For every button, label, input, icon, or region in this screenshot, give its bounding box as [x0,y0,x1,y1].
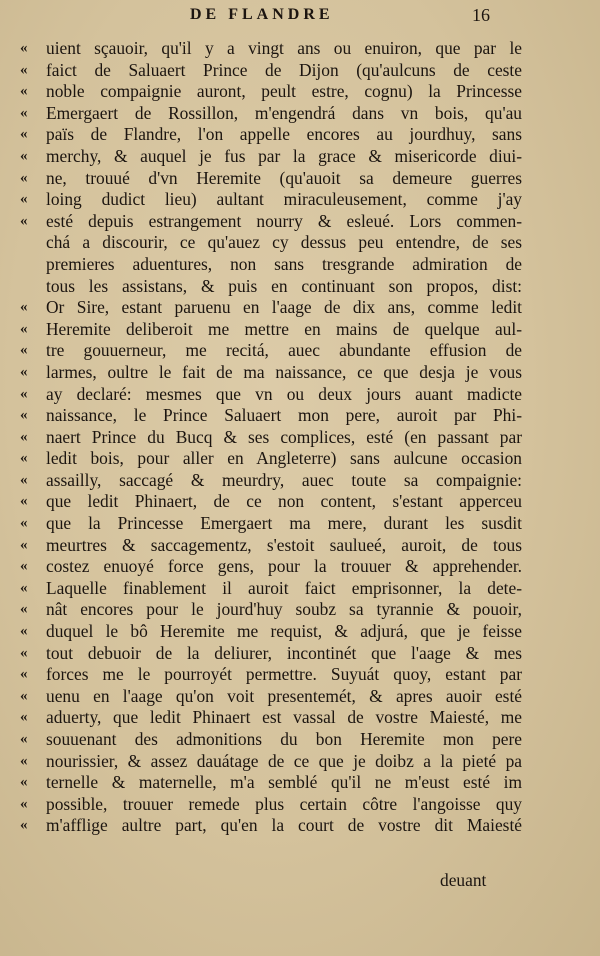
quotation-mark: « [20,385,28,402]
text-line [20,362,580,384]
line-text: païs de Flandre, l'on appelle encores au jourdhuy, sans [46,124,522,145]
text-line [20,405,580,427]
text-line [20,470,580,492]
line-text: chá a discourir, ce qu'auez cy dessus peu entendre, de ses [46,232,522,253]
text-line [20,81,580,103]
text-line [20,751,580,773]
text-line [20,707,580,729]
line-text: naissance, le Prince Saluaert mon pere, auroit par Phi- [46,405,522,426]
quotation-mark: « [20,450,28,467]
line-text: noble compaignie auront, peult estre, cognu) la Princesse [46,81,522,102]
line-text: tout debuoir de la deliurer, incontinét que l'aage & mes [46,642,522,663]
line-text: tre gouuerneur, me recitá, auec abundante effusion de [46,340,522,361]
text-line [20,427,580,449]
text-line [20,556,580,578]
quotation-mark: « [20,731,28,747]
text-line [20,124,580,146]
line-text: aduerty, que ledit Phinaert est vassal de vostre Maiesté, me [46,707,522,728]
quotation-mark: « [20,623,28,640]
line-text: nourissier, & assez dauátage de ce que je doibz a la pieté pa [46,750,522,771]
quotation-mark: « [20,363,28,380]
quotation-mark: « [20,579,28,596]
text-line [20,60,580,82]
line-text: ternelle & maternelle, m'a semblé qu'il ne m'eust esté im [46,772,522,793]
line-text: costez enuoyé force gens, pour la trouuer & apprehender. [46,556,522,577]
body-text [20,38,580,837]
quotation-mark: « [20,666,28,683]
page-header [0,6,600,32]
line-text: merchy, & auquel je fus par la grace & misericorde diui- [46,145,522,166]
quotation-mark: « [20,147,28,164]
line-text: souuenant des admonitions du bon Heremite mon pere [46,729,522,749]
quotation-mark: « [20,817,28,834]
line-text: nât encores pour le jourd'huy soubz sa tyrannie & pouoir, [46,599,522,620]
text-line [20,146,580,168]
quotation-mark: « [20,169,28,186]
line-text: possible, trouuer remede plus certain côtre l'angoisse quy [46,793,522,814]
quotation-mark: « [20,83,28,100]
text-line [20,686,580,708]
text-line [20,232,580,254]
text-line [20,103,580,125]
quotation-mark: « [20,212,28,229]
line-text: ledit bois, pour aller en Angleterre) sans aulcune occasion [46,448,522,469]
line-text: Heremite deliberoit me mettre en mains de quelque aul- [46,318,522,339]
catchword: deuant [440,870,487,890]
line-text: larmes, oultre le fait de ma naissance, ce que desja je vous [46,361,522,382]
quotation-mark: « [20,752,28,769]
text-line [20,254,580,276]
line-text: naert Prince du Bucq & ses complices, esté (en passant par [46,426,522,447]
quotation-mark: « [20,709,28,726]
quotation-mark: « [20,104,28,121]
line-text: Emergaert de Rossillon, m'engendrá dans vn bois, qu'au [46,102,522,123]
text-line [20,535,580,557]
line-text: uient sçauoir, qu'il y a vingt ans ou enuiron, que par le [46,38,522,58]
quotation-mark: « [20,536,28,553]
running-title: DE FLANDRE [190,6,334,23]
line-text: esté depuis estrangement nourry & esleué. Lors commen- [46,210,522,231]
quotation-mark: « [20,471,28,488]
quotation-mark: « [20,558,28,575]
line-text: que ledit Phinaert, de ce non content, s'estant apperceu [46,491,522,512]
text-line [20,297,580,319]
quotation-mark: « [20,428,28,445]
quotation-mark: « [20,493,28,510]
line-text: duquel le bô Heremite me requist, & adjurá, que je feisse [46,621,522,642]
quotation-mark: « [20,795,28,812]
line-text: faict de Saluaert Prince de Dijon (qu'aulcuns de ceste [46,59,522,80]
line-text: tous les assistans, & puis en continuant son propos, dist: [46,275,522,296]
text-line [20,211,580,233]
text-line [20,491,580,513]
quotation-mark: « [20,644,28,661]
line-text: forces me le pourroyét permettre. Suyuát quoy, estant par [46,664,522,685]
line-text: premieres aduentures, non sans tresgrande admiration de [46,253,522,274]
line-text: loing dudict lieu) aultant miraculeusement, comme j'ay [46,189,522,210]
line-text: Laquelle finablement il auroit faict emprisonner, la dete- [46,577,522,598]
text-line [20,168,580,190]
quotation-mark: « [20,191,28,208]
text-line [20,578,580,600]
line-text: ay declaré: mesmes que vn ou deux jours auant madicte [46,383,522,404]
quotation-mark: « [20,126,28,143]
text-line [20,448,580,470]
quotation-mark: « [20,601,28,618]
text-line [20,794,580,816]
text-line [20,513,580,535]
quotation-mark: « [20,61,28,78]
text-line [20,643,580,665]
line-text: que la Princesse Emergaert ma mere, durant les susdit [46,513,522,534]
quotation-mark: « [20,774,28,791]
text-line [20,276,580,298]
text-line [20,729,580,751]
text-line [20,340,580,362]
line-text: m'afflige aultre part, qu'en la court de vostre dit Maiesté [46,815,522,836]
text-line [20,772,580,794]
line-text: assailly, saccagé & meurdry, auec toute sa compaignie: [46,469,522,490]
quotation-mark: « [20,320,28,337]
text-line [20,38,580,60]
line-text: uenu en l'aage qu'on voit presentemét, & apres auoir esté [46,685,522,706]
quotation-mark: « [20,407,28,424]
page-number: 16 [472,5,490,25]
quotation-mark: « [20,342,28,359]
text-line [20,319,580,341]
quotation-mark: « [20,515,28,532]
line-text: ne, trouué d'vn Heremite (qu'auoit sa demeure guerres [46,167,522,188]
text-line [20,815,580,837]
text-line [20,599,580,621]
text-line [20,384,580,406]
quotation-mark: « [20,687,28,704]
text-line [20,189,580,211]
text-line [20,664,580,686]
quotation-mark: « [20,299,28,316]
line-text: meurtres & saccagementz, s'estoit saulueé, auroit, de tous [46,534,522,555]
quotation-mark: « [20,40,28,56]
line-text: Or Sire, estant paruenu en l'aage de dix ans, comme ledit [46,297,522,318]
text-line [20,621,580,643]
